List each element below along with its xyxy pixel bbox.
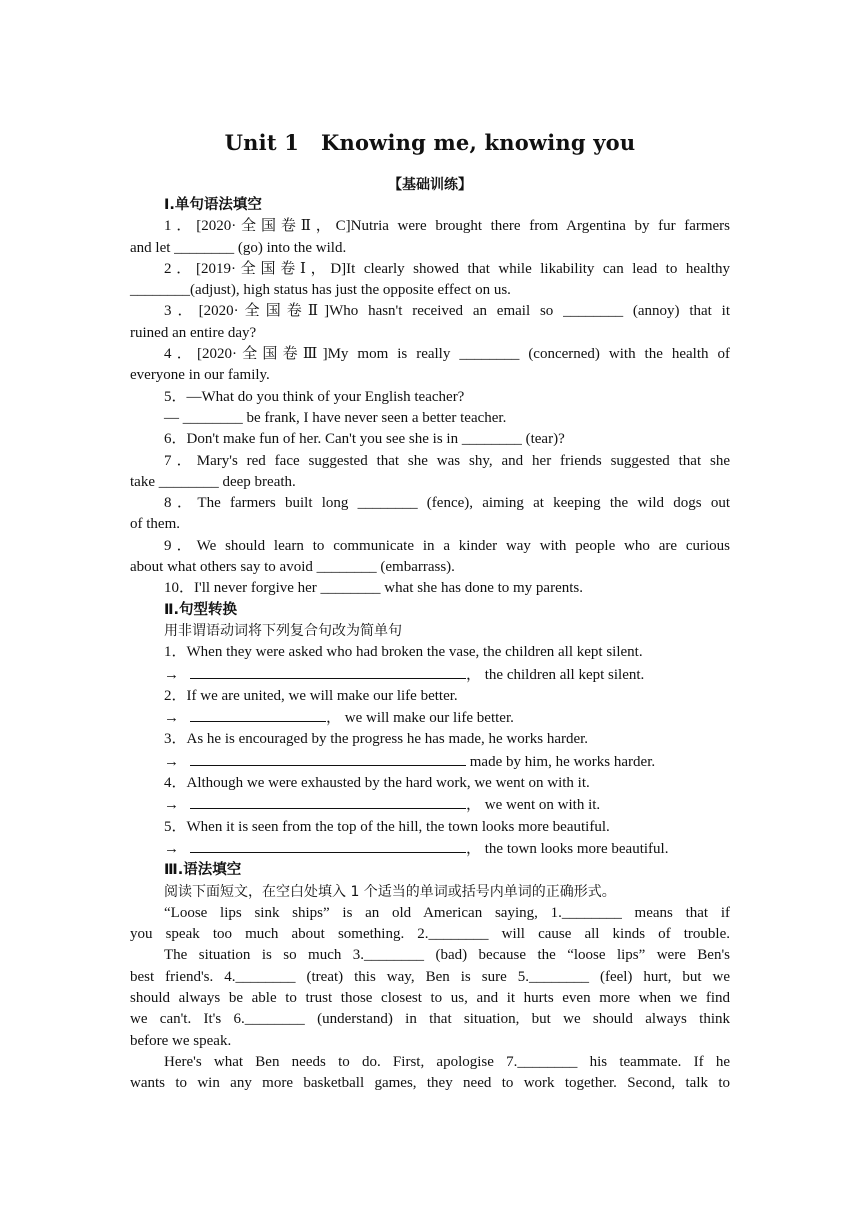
s1-line-2: and let ________ (go) into the wild. <box>130 239 347 256</box>
section1-heading: Ⅰ.单句语法填空 <box>164 197 262 213</box>
s3-line-8: Here's what Ben needs to do. First, apologise 7.________ his teammate. If he <box>164 1053 730 1070</box>
page-title <box>130 130 730 155</box>
arrow-icon: → <box>164 753 179 770</box>
title-unit: Unit 1 <box>224 130 300 155</box>
answer-blank[interactable] <box>190 794 466 809</box>
s1-line-13: take ________ deep breath. <box>130 473 296 490</box>
s3-line-6: we can't. It's 6.________ (understand) in that situation, but we should always think <box>130 1011 730 1028</box>
exercise-body <box>130 195 730 1094</box>
s1-line-8: everyone in our family. <box>130 367 270 384</box>
s1-line-12: 7．Mary's red face suggested that she was shy, and her friends suggested that she <box>164 452 730 469</box>
arrow-icon: → <box>164 666 179 683</box>
section2-heading: Ⅱ.句型转换 <box>164 601 238 618</box>
s1-line-16: 9．We should learn to communicate in a kinder way with people who are curious <box>164 537 730 554</box>
s3-line-4: best friend's. 4.________ (treat) this way, Ben is sure 5.________ (feel) hurt, but we <box>130 968 730 985</box>
title-name: Knowing me, knowing you <box>321 130 636 155</box>
s1-line-9: 5．—What do you think of your English teacher? <box>164 388 465 405</box>
answer-blank[interactable] <box>190 664 466 679</box>
s2-answer-4 <box>130 794 730 816</box>
section2-instruction: 用非谓语动词将下列复合句改为简单句 <box>164 622 402 639</box>
s1-line-14: 8．The farmers built long ________ (fence), aiming at keeping the wild dogs out <box>164 495 730 512</box>
s3-line-3: The situation is so much 3.________ (bad) because the “loose lips” were Ben's <box>164 947 730 964</box>
s1-line-7: 4．[2020·全国卷Ⅲ]My mom is really ________ (concerned) with the health of <box>164 346 730 363</box>
s1-line-4: ________(adjust), high status has just the opposite effect on us. <box>130 282 511 299</box>
s2-question-5: 5．When it is seen from the top of the hill, the town looks more beautiful. <box>164 818 610 835</box>
s1-line-10: — ________ be frank, I have never seen a better teacher. <box>164 409 507 426</box>
arrow-icon: → <box>164 840 179 857</box>
s1-line-5: 3．[2020·全国卷Ⅱ]Who hasn't received an email so ________ (annoy) that it <box>164 303 730 320</box>
s3-line-5: should always be able to trust those closest to us, and it hurts even more when we find <box>130 989 730 1006</box>
subtitle: 【基础训练】 <box>388 177 472 193</box>
arrow-icon: → <box>164 797 179 814</box>
s2-question-4: 4．Although we were exhausted by the hard work, we went on with it. <box>164 775 590 792</box>
section3-instruction: 阅读下面短文，在空白处填入 1 个适当的单词或括号内单词的正确形式。 <box>164 883 616 900</box>
s3-line-9: wants to win any more basketball games, they need to work together. Second, talk to <box>130 1075 730 1092</box>
s2-answer-1 <box>130 664 730 686</box>
s2-answer-4-text: ， we went on with it. <box>466 797 601 814</box>
s2-question-1: 1．When they were asked who had broken the vase, the children all kept silent. <box>164 644 643 661</box>
s1-line-18: 10．I'll never forgive her ________ what she has done to my parents. <box>164 580 583 597</box>
s3-line-1: “Loose lips sink ships” is an old American saying, 1.________ means that if <box>164 904 730 921</box>
answer-blank[interactable] <box>190 707 326 722</box>
s2-answer-5 <box>130 838 730 860</box>
s2-answer-3-text: made by him, he works harder. <box>466 753 656 770</box>
s2-answer-3 <box>130 751 730 773</box>
s1-line-17: about what others say to avoid ________ (embarrass). <box>130 559 455 576</box>
arrow-icon: → <box>164 710 179 727</box>
s2-question-3: 3．As he is encouraged by the progress he has made, he works harder. <box>164 731 589 748</box>
s3-line-7: before we speak. <box>130 1032 232 1049</box>
s2-answer-2-text: ， we will make our life better. <box>326 710 514 727</box>
s1-line-3: 2．[2019·全国卷Ⅰ，D]It clearly showed that while likability can lead to healthy <box>164 260 730 277</box>
section3-heading: Ⅲ.语法填空 <box>164 862 242 879</box>
answer-blank[interactable] <box>190 838 466 853</box>
s1-line-15: of them. <box>130 516 180 533</box>
answer-blank[interactable] <box>190 751 466 766</box>
s2-answer-2 <box>130 707 730 729</box>
s2-answer-5-text: ， the town looks more beautiful. <box>466 840 669 857</box>
s3-line-2: you speak too much about something. 2.________ will cause all kinds of trouble. <box>130 926 730 943</box>
s1-line-6: ruined an entire day? <box>130 324 257 341</box>
s1-line-11: 6．Don't make fun of her. Can't you see she is in ________ (tear)? <box>164 431 565 448</box>
s2-question-2: 2．If we are united, we will make our life better. <box>164 687 458 704</box>
s1-line-1: 1．[2020·全国卷Ⅱ，C]Nutria were brought there from Argentina by fur farmers <box>164 218 730 235</box>
s2-answer-1-text: ， the children all kept silent. <box>466 666 645 683</box>
